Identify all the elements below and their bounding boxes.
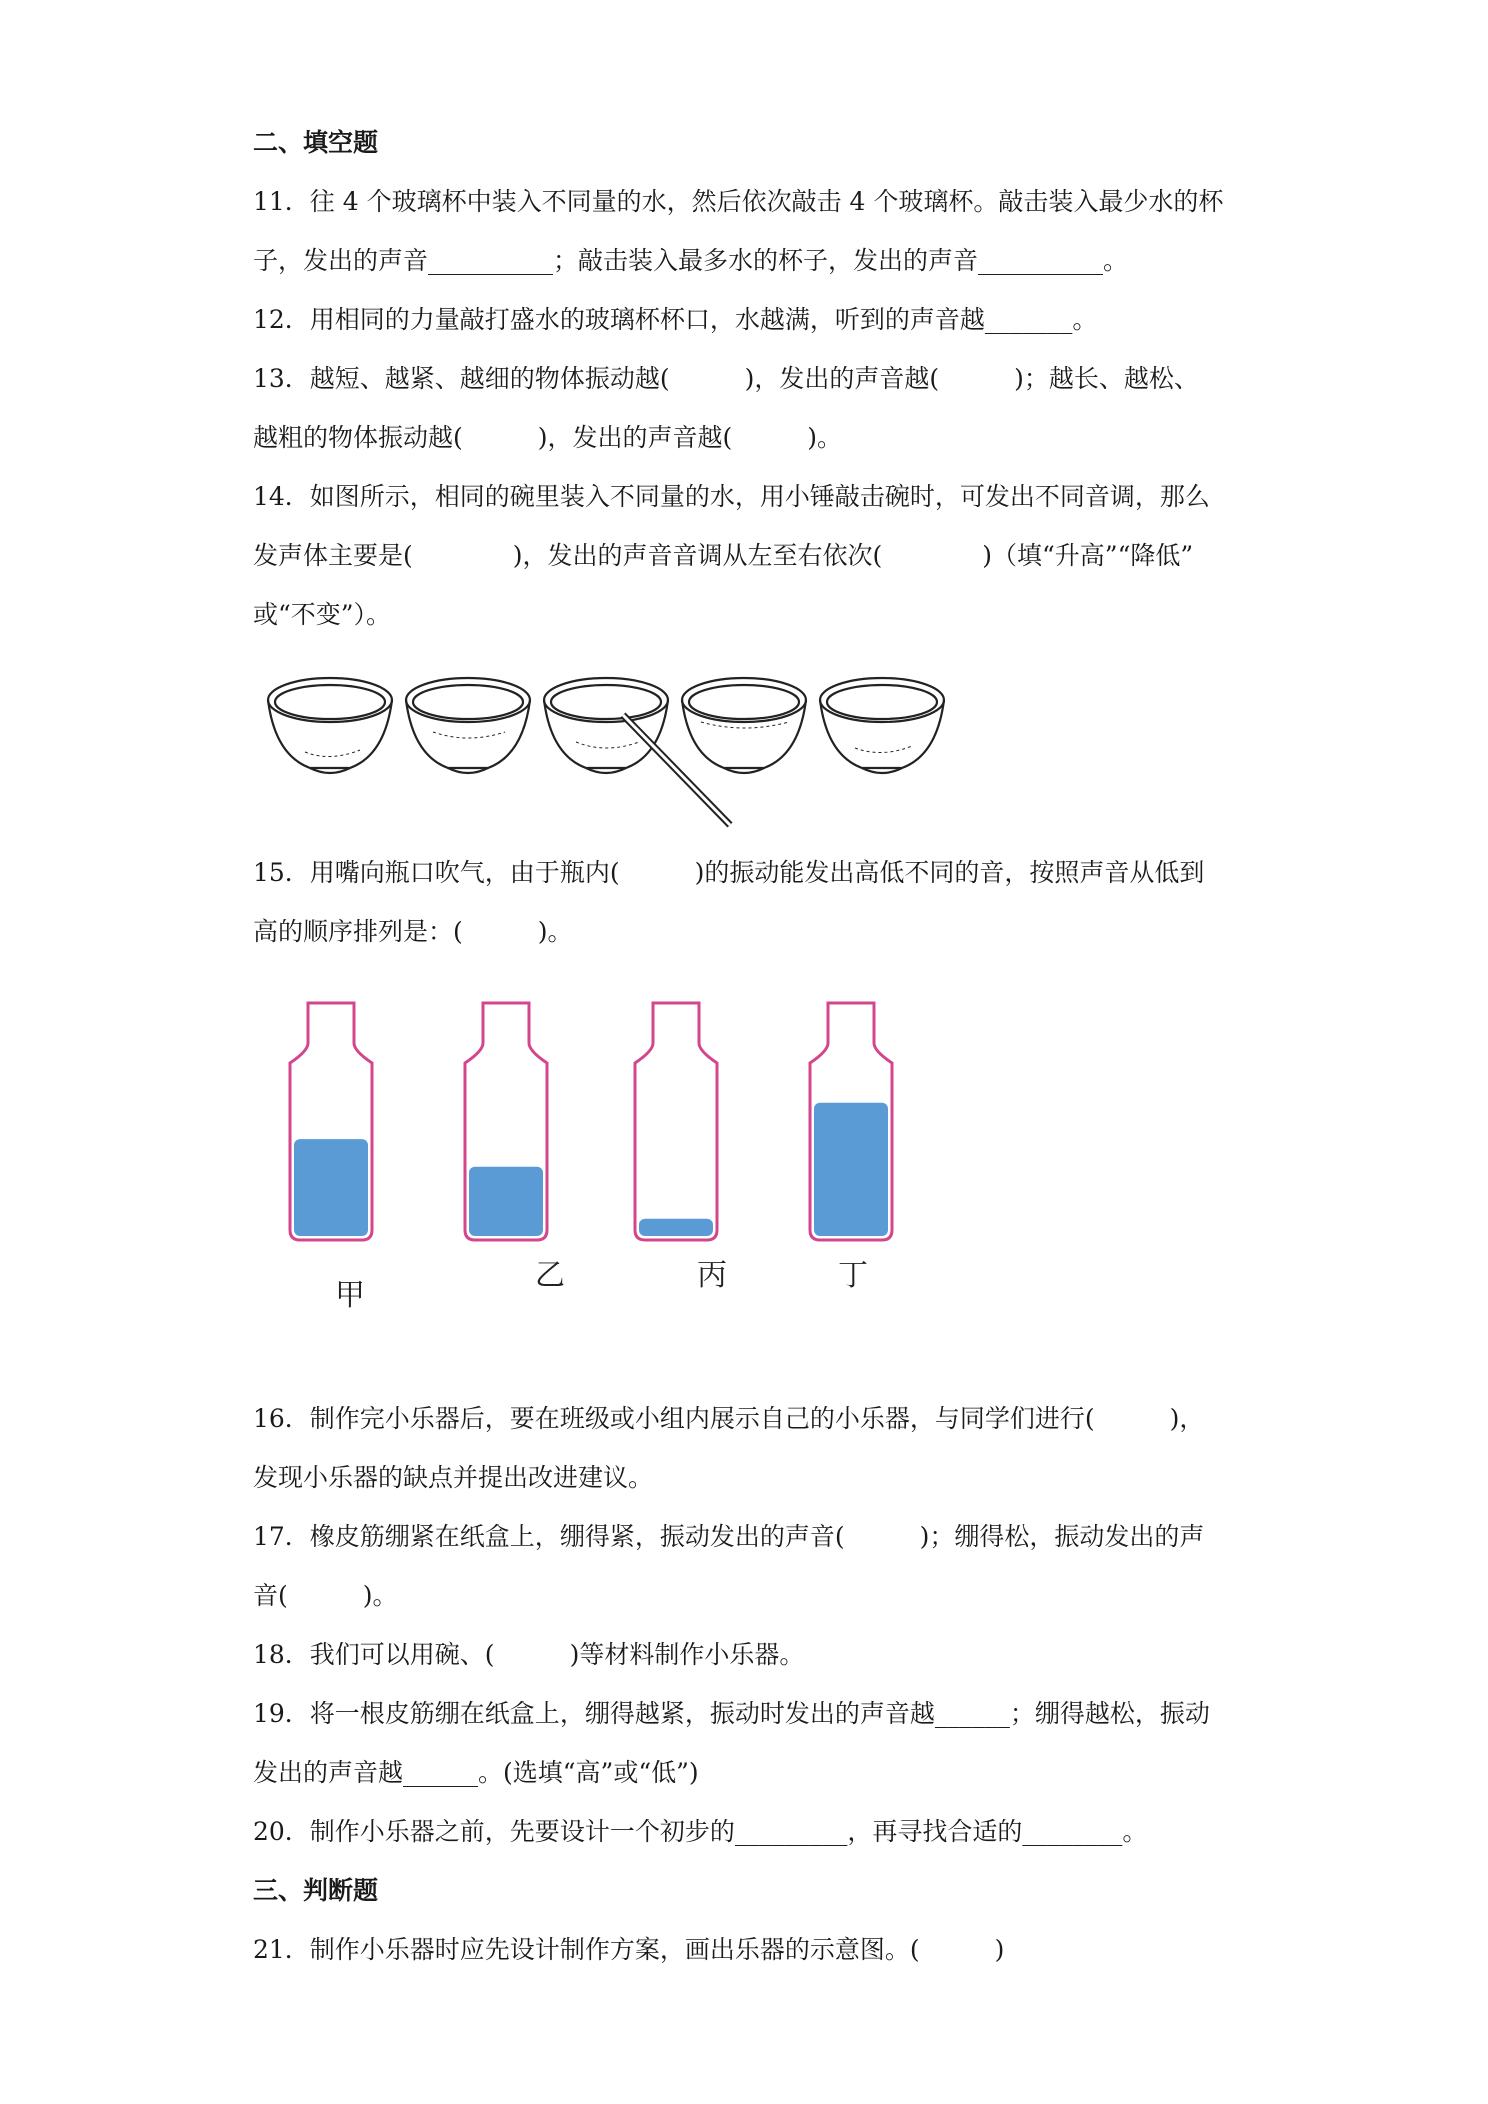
bottles-figure: [280, 995, 920, 1330]
bowl-5: [820, 678, 944, 773]
section-title-judge: 三、判断题: [253, 1876, 379, 1905]
bottle-water-1: [469, 1167, 543, 1236]
section-title-fill-blank: 二、填空题: [253, 128, 379, 157]
bowls-figure: [265, 660, 985, 835]
question-11-line-1: 11．往 4 个玻璃杯中装入不同量的水，然后依次敲击 4 个玻璃杯。敲击装入最少水的杯: [253, 187, 1224, 216]
question-14-line-3: 或“不变”）。: [253, 600, 392, 629]
bowl-4: [682, 678, 806, 773]
question-17-line-2: 音( )。: [253, 1581, 398, 1610]
question-21: 21．制作小乐器时应先设计制作方案，画出乐器的示意图。( ): [253, 1935, 1005, 1964]
bottle-water-3: [814, 1103, 888, 1236]
bowl-2: [406, 678, 530, 773]
question-13-line-2: 越粗的物体振动越( )，发出的声音越( )。: [253, 423, 843, 452]
question-19-line-1: 19．将一根皮筋绷在纸盒上，绷得越紧，振动时发出的声音越______；绷得越松，振动: [253, 1699, 1210, 1728]
bottle-label-yi: 乙: [535, 1258, 565, 1293]
bottle-label-jia: 甲: [335, 1278, 365, 1313]
bowl-3: [544, 678, 668, 773]
bottle-outline-2: [635, 1003, 717, 1240]
bottle-water-0: [294, 1139, 368, 1236]
bottle-water-2: [639, 1219, 713, 1236]
question-17-line-1: 17．橡皮筋绷紧在纸盒上，绷得紧，振动发出的声音( )；绷得松，振动发出的声: [253, 1522, 1205, 1551]
question-13-line-1: 13．越短、越紧、越细的物体振动越( )，发出的声音越( )；越长、越松、: [253, 364, 1199, 393]
question-11-line-2: 子，发出的声音__________；敲击装入最多水的杯子，发出的声音__________。: [253, 246, 1129, 275]
question-15-line-2: 高的顺序排列是：( )。: [253, 917, 573, 946]
question-18: 18．我们可以用碗、( )等材料制作小乐器。: [253, 1640, 805, 1669]
question-19-line-2: 发出的声音越______。(选填“高”或“低”): [253, 1758, 699, 1787]
question-15-line-1: 15．用嘴向瓶口吹气，由于瓶内( )的振动能发出高低不同的音，按照声音从低到: [253, 858, 1205, 887]
question-12: 12．用相同的力量敲打盛水的玻璃杯杯口，水越满，听到的声音越_______。: [253, 305, 1098, 334]
bowl-1: [268, 678, 392, 773]
question-16-line-2: 发现小乐器的缺点并提出改进建议。: [253, 1463, 654, 1492]
bottle-label-bing: 丙: [697, 1258, 727, 1293]
question-14-line-2: 发声体主要是( )，发出的声音音调从左至右依次( )（填“升高”“降低”: [253, 541, 1194, 570]
question-20: 20．制作小乐器之前，先要设计一个初步的_________，再寻找合适的________。: [253, 1817, 1148, 1846]
bottle-label-ding: 丁: [838, 1258, 868, 1293]
hammer-stick-icon: [623, 715, 730, 825]
question-16-line-1: 16．制作完小乐器后，要在班级或小组内展示自己的小乐器，与同学们进行( )，: [253, 1404, 1205, 1433]
question-14-line-1: 14．如图所示，相同的碗里装入不同量的水，用小锤敲击碗时，可发出不同音调，那么: [253, 482, 1210, 511]
